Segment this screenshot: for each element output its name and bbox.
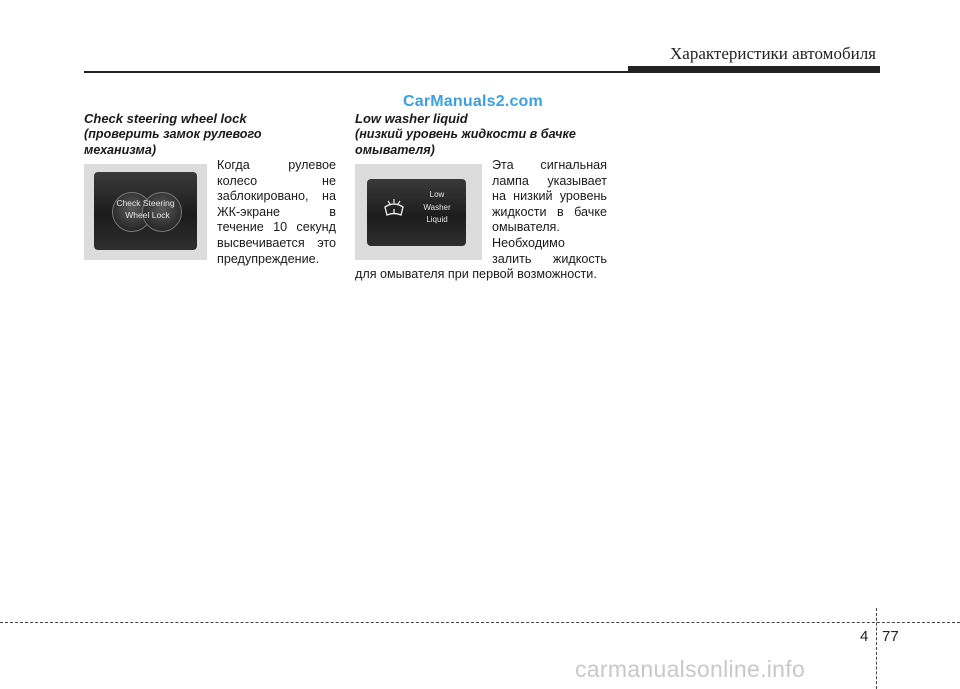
check-steering-heading-en: Check steering wheel lock <box>84 111 247 126</box>
check-steering-heading-ru-line1: (проверить замок рулевого <box>84 127 262 141</box>
lcd-text-line2: Wheel Lock <box>125 210 170 220</box>
lcd-display <box>94 172 197 250</box>
washer-fluid-icon <box>382 196 406 220</box>
footer-rule <box>0 622 960 623</box>
watermark-top-link[interactable]: CarManuals2.com <box>403 93 543 110</box>
lcd-text-line2: Washer <box>423 202 451 212</box>
section-check-steering <box>84 111 336 267</box>
low-washer-body: Эта сигнальная лампа указывает на низкий уровень жидкости в бачке омывателя. Необходимо залить жидкость для омывателя при первой возможности. <box>355 158 607 282</box>
lcd-panel-frame <box>84 164 207 260</box>
lcd-text-line1: Low <box>429 190 445 199</box>
low-washer-heading-ru-line1: (низкий уровень жидкости в бачке <box>355 127 576 141</box>
lcd-panel-frame <box>355 164 482 260</box>
check-steering-heading-ru-line2: механизма) <box>84 142 157 157</box>
low-washer-lcd-figure <box>355 164 482 260</box>
footer-divider <box>876 608 877 689</box>
section-low-washer <box>355 111 607 283</box>
lcd-washer-text <box>413 189 461 227</box>
page-number: 77 <box>882 628 899 645</box>
watermark-bottom: carmanualsonline.info <box>575 656 806 682</box>
header-rule-thin <box>84 71 880 73</box>
page-header-title: Характеристики автомобиля <box>670 44 876 63</box>
check-steering-lcd-figure <box>84 164 207 260</box>
low-washer-heading-en: Low washer liquid <box>355 111 468 126</box>
lcd-text-line1: Check Steering <box>116 198 175 208</box>
chapter-number: 4 <box>860 628 869 645</box>
low-washer-heading-ru-line2: омывателя) <box>355 142 435 157</box>
check-steering-body: Когда рулевое колесо не заблокировано, на ЖК-экране в течение 10 секунд высвечивается это предупреждение. <box>217 158 336 266</box>
lcd-text-line3: Liquid <box>426 215 448 224</box>
lcd-display <box>367 179 466 246</box>
